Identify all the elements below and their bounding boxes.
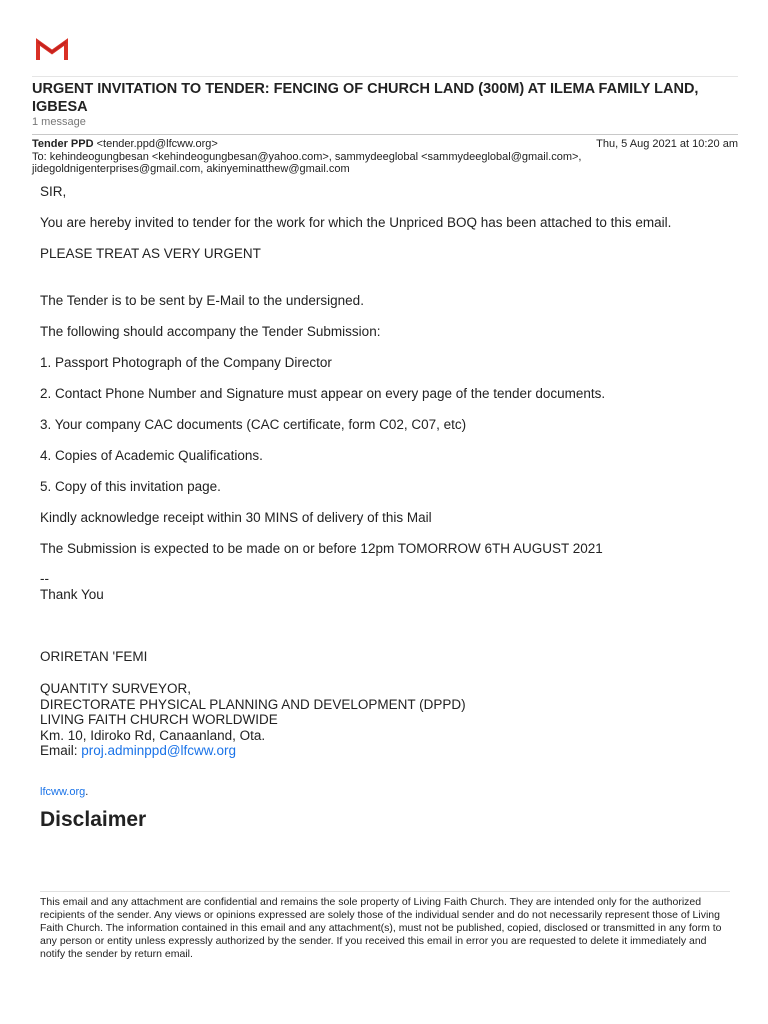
website-link[interactable]: lfcww.org [40,786,86,798]
signature-block [40,681,466,759]
gmail-logo-icon[interactable] [36,38,68,62]
website-period: . [85,786,89,798]
acknowledge-paragraph: Kindly acknowledge receipt within 30 MINS of delivery of this Mail [40,510,432,525]
send-by-paragraph: The Tender is to be sent by E-Mail to the undersigned. [40,293,364,308]
signer-department: DIRECTORATE PHYSICAL PLANNING AND DEVELOPMENT (DPPD) [40,696,466,712]
email-subject: URGENT INVITATION TO TENDER: FENCING OF CHURCH LAND (300M) AT ILEMA FAMILY LAND, IGBESA [32,81,699,115]
urgent-paragraph: PLEASE TREAT AS VERY URGENT [40,246,261,261]
signer-email-line [40,743,466,759]
disclaimer-heading: Disclaimer [40,808,147,831]
signer-title: QUANTITY SURVEYOR, [40,681,192,696]
list-item: 2. Contact Phone Number and Signature must appear on every page of the tender documents. [40,386,606,401]
top-divider [32,76,738,77]
signer-address: Km. 10, Idiroko Rd, Canaanland, Ota. [40,727,266,743]
accompany-paragraph: The following should accompany the Tender Submission: [40,324,381,339]
website-line [40,786,88,798]
list-item: 4. Copies of Academic Qualifications. [40,448,263,463]
message-header [32,138,738,176]
invite-paragraph: You are hereby invited to tender for the work for which the Unpriced BOQ has been attached to this email. [40,215,672,230]
email-label: Email: [40,743,82,758]
message-count: 1 message [32,116,86,128]
header-divider [32,134,738,135]
signer-email-link[interactable]: proj.adminppd@lfcww.org [81,743,237,758]
disclaimer-divider [40,891,730,892]
disclaimer-text: This email and any attachment are confidential and remains the sole property of Living Faith Church. They are intended only for the authorized recipients of the sender. Any views or opinions expressed are solely those of the individual sender and do not necessarily represent those of Living Faith Church. The information contained in this email and any attachment(s), must not be published, copied, disclosed or transmitted in any form to any person or entity unless expressly authorized by the sender. If you received this email in error you are requested to delete it immediately and notify the sender by return email. [40,896,722,960]
signer-organization: LIVING FAITH CHURCH WORLDWIDE [40,712,278,727]
list-item: 3. Your company CAC documents (CAC certificate, form C02, C07, etc) [40,417,467,432]
greeting: SIR, [40,184,67,199]
signature-separator: -- [40,571,49,586]
thanks-text: Thank You [40,587,104,602]
deadline-paragraph: The Submission is expected to be made on or before 12pm TOMORROW 6TH AUGUST 2021 [40,541,603,556]
sender-email[interactable]: <tender.ppd@lfcww.org> [96,138,218,150]
list-item: 1. Passport Photograph of the Company Director [40,355,332,370]
signer-name: ORIRETAN 'FEMI [40,649,148,664]
sender-name[interactable]: Tender PPD [32,138,94,150]
list-item: 5. Copy of this invitation page. [40,479,221,494]
recipients-line: To: kehindeogungbesan <kehindeogungbesan@yahoo.com>, sammydeeglobal <sammydeeglobal@gmail.com>, [32,150,582,163]
recipients-line-2: jidegoldnigenterprises@gmail.com, akinyeminatthew@gmail.com [32,163,350,175]
message-date: Thu, 5 Aug 2021 at 10:20 am [596,138,738,150]
